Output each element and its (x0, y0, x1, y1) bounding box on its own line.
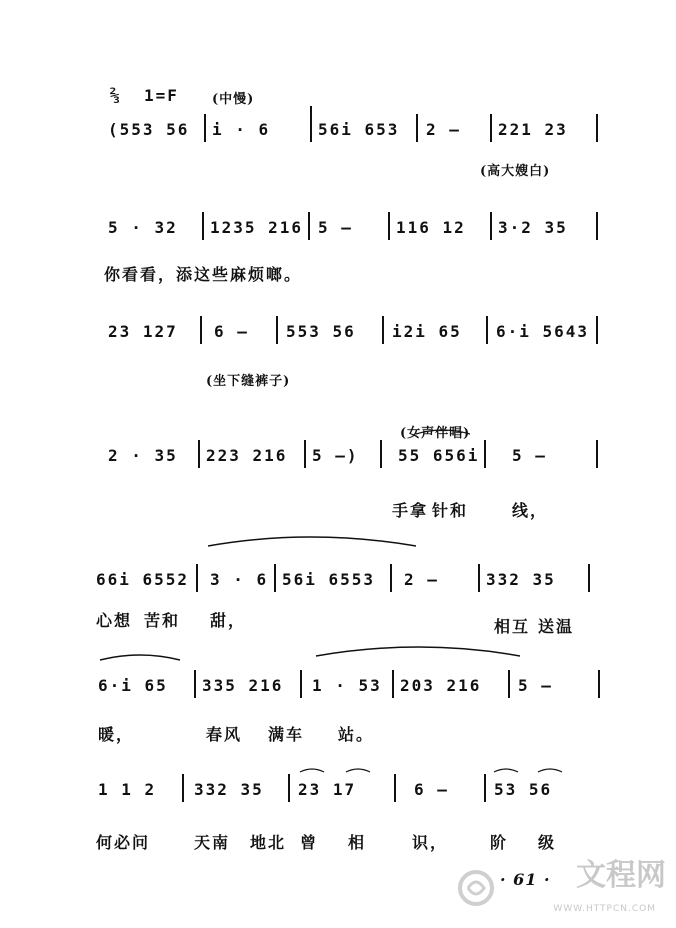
measure: 6 — (414, 780, 449, 799)
measure: 3·2 35 (498, 218, 568, 237)
measure: 221 23 (498, 120, 568, 139)
lyric-word: 级 (538, 833, 557, 852)
measure: 6·i 65 (98, 676, 168, 695)
lyric-word: 送温 (538, 617, 575, 636)
measure: 23 127 (108, 322, 178, 341)
lyric-word: 地北 (250, 833, 287, 852)
measure: 2 — (404, 570, 439, 589)
lyric-word: 天南 (194, 833, 231, 852)
lyric-word: 识， (412, 833, 449, 852)
measure: 6·i 5643 (496, 322, 590, 341)
measure: 56i 653 (318, 120, 400, 139)
measure: 56i 6553 (282, 570, 376, 589)
lyric-word: 春风 (206, 725, 243, 744)
lyric-word: 针和 (432, 501, 469, 520)
lyric-word: 满车 (268, 725, 305, 744)
measure: 5 —) (312, 446, 359, 465)
measure: 5 · 32 (108, 218, 178, 237)
measure: 23 17 (298, 780, 357, 799)
measure: 2 · 35 (108, 446, 178, 465)
measure: 2 — (426, 120, 461, 139)
measure: 203 216 (400, 676, 482, 695)
lyric-word: 站。 (338, 725, 375, 744)
measure: i2i 65 (392, 322, 462, 341)
watermark-url: WWW.HTTPCN.COM (553, 904, 656, 914)
measure: 116 12 (396, 218, 466, 237)
watermark-text: 文程网 (576, 858, 666, 893)
time-signature: ⅔ (110, 86, 122, 105)
key-signature: 1=F (144, 86, 179, 105)
measure: 332 35 (486, 570, 556, 589)
lyric-word: 阶 (490, 833, 509, 852)
tempo-marking: (中慢) (212, 92, 255, 107)
measure: 5 — (518, 676, 553, 695)
measure: 332 35 (194, 780, 264, 799)
measure: 5 — (512, 446, 547, 465)
lyric-word: 心想 (96, 611, 133, 630)
measure: i · 6 (212, 120, 271, 139)
lyric-line: 你看看，添这些麻烦啷。 (104, 265, 303, 284)
measure: 223 216 (206, 446, 288, 465)
lyric-word: 曾 (300, 833, 319, 852)
lyric-word: 相 (348, 833, 367, 852)
measure: 1235 216 (210, 218, 304, 237)
lyric-word: 甜， (210, 611, 247, 630)
measure: 1 · 53 (312, 676, 382, 695)
measure: 3 · 6 (210, 570, 269, 589)
measure: 53 56 (494, 780, 553, 799)
measure: 335 216 (202, 676, 284, 695)
lyric-word: 相互 (494, 617, 531, 636)
stage-direction: (坐下缝裤子) (206, 374, 291, 389)
measure: 553 56 (286, 322, 356, 341)
measure: 6 — (214, 322, 249, 341)
lyric-word: 手拿 (392, 501, 429, 520)
chorus-marking: (女声伴唱) (400, 426, 471, 441)
lyric-word: 暖， (98, 725, 135, 744)
measure: 1 1 2 (98, 780, 157, 799)
page-number: · 61 · (500, 870, 551, 889)
watermark-logo-icon (456, 868, 496, 908)
measure: 5 — (318, 218, 353, 237)
stage-direction: (高大嫂白) (480, 164, 551, 179)
lyric-word: 何必问 (96, 833, 151, 852)
lyric-word: 线， (512, 501, 549, 520)
measure: (553 56 (108, 120, 190, 139)
lyric-word: 苦和 (144, 611, 181, 630)
measure: 55 656i (398, 446, 480, 465)
measure: 66i 6552 (96, 570, 190, 589)
